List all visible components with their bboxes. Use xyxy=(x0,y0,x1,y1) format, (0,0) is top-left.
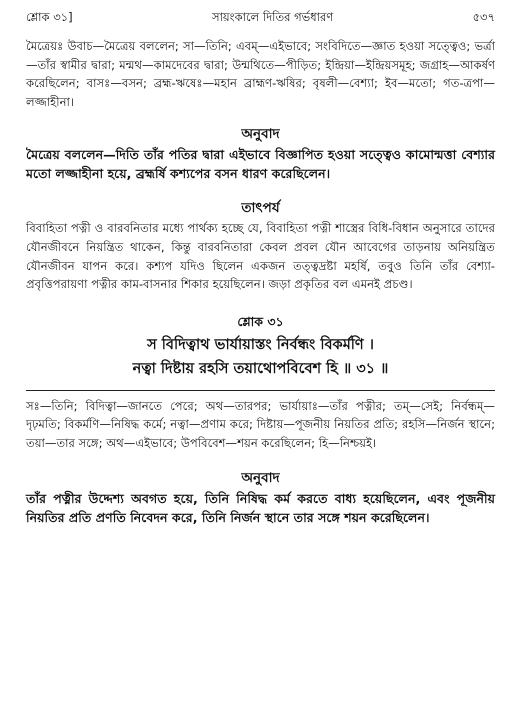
verse-line-1: স বিদিত্বাথ ভার্যায়াস্তং নির্বন্ধং বিকর্মণি । xyxy=(147,336,374,353)
translation-heading-2: অনুবাদ xyxy=(241,469,280,486)
verse-number-heading: শ্লোক ৩১ xyxy=(237,313,284,329)
verse-line-2: নত্বা দিষ্টায় রহসি তয়াথোপবিবেশ হি ॥ ৩১ ॥ xyxy=(132,360,389,377)
header-verse-ref: শ্লোক ৩১] xyxy=(26,10,73,24)
word-meanings-2: সঃ—তিনি; বিদিত্বা—জানতে পেরে; অথ—তারপর; ভার্যায়াঃ—তাঁর পত্নীর; তম্—সেই; নির্বন্ধম্—দৃঢ়মতি; বিকর্মণি—নিষিদ্ধ কর্মে; নত্বা—প্রণাম করে; দিষ্টায়—পূজনীয় নিয়তির প্রতি; রহসি—নির্জন স্থানে; তয়া—তার সঙ্গে; অথ—এইভাবে; উপবিবেশ—শয়ন করেছিলেন; হি—নিশ্চয়ই। xyxy=(26,398,495,450)
word-meanings-1: মৈত্রেয়ঃ উবাচ—মৈত্রেয় বললেন; সা—তিনি; এবম্—এইভাবে; সংবিদিতে—জ্ঞাত হওয়া সত্ত্বেও; ভর্ত্রা—তাঁর স্বামীর দ্বারা; মন্মথ—কামদেবের দ্বারা; উন্মথিতে—পীড়িত; ইন্দ্রিয়া—ইন্দ্রিয়সমূহ; জগ্রাহ—আকর্ষণ করেছিলেন; বাসঃ—বসন; ব্রহ্ম-ঋষেঃ—মহান ব্রাহ্মণ-ঋষির; বৃষলী—বেশ্যা; ইব—মতো; গত-ত্রপা—লজ্জাহীনা। xyxy=(26,39,495,109)
translation-text-1: মৈত্রেয় বললেন—দিতি তাঁর পতির দ্বারা এইভাবে বিজ্ঞাপিত হওয়া সত্ত্বেও কামোন্মত্তা বেশ্যার মতো লজ্জাহীনা হয়ে, ব্রহ্মর্ষি কশ্যপের বসন ধারণ করেছিলেন। xyxy=(26,147,495,182)
header-chapter-title: সায়ংকালে দিতির গর্ভধারণ xyxy=(211,10,334,24)
header-page-number: ৫৩৭ xyxy=(472,10,495,24)
purport-text: বিবাহিতা পত্নী ও বারবনিতার মধ্যে পার্থক্য হচ্ছে যে, বিবাহিতা পত্নী শাস্ত্রের বিধি-বিধান অনুসারে তাদের যৌনজীবনে নিয়ন্ত্রিত থাকেন, কিন্তু বারবনিতারা কেবল প্রবল যৌন আবেগের তাড়নায় অনিয়ন্ত্রিত যৌনজীবন যাপন করে। কশ্যপ যদিও ছিলেন একজন তত্ত্বদ্রষ্টা মহর্ষি, তবুও তিনি তাঁর বেশ্যা-প্রবৃত্তিপরায়ণা পত্নীর কাম-বাসনার শিকার হয়েছিলেন। জড়া প্রকৃতির বল এমনই প্রচণ্ড। xyxy=(26,221,495,292)
translation-text-2: তাঁর পত্নীর উদ্দেশ্য অবগত হয়ে, তিনি নিষিদ্ধ কর্ম করতে বাধ্য হয়েছিলেন, এবং পূজনীয় নিয়তির প্রতি প্রণতি নিবেদন করে, তিনি নির্জন স্থানে তার সঙ্গে শয়ন করেছিলেন। xyxy=(26,490,495,525)
running-header xyxy=(26,0,495,31)
translation-heading-1: অনুবাদ xyxy=(241,126,280,143)
purport-heading: তাৎপর্য xyxy=(241,200,280,217)
section-divider xyxy=(26,390,495,391)
